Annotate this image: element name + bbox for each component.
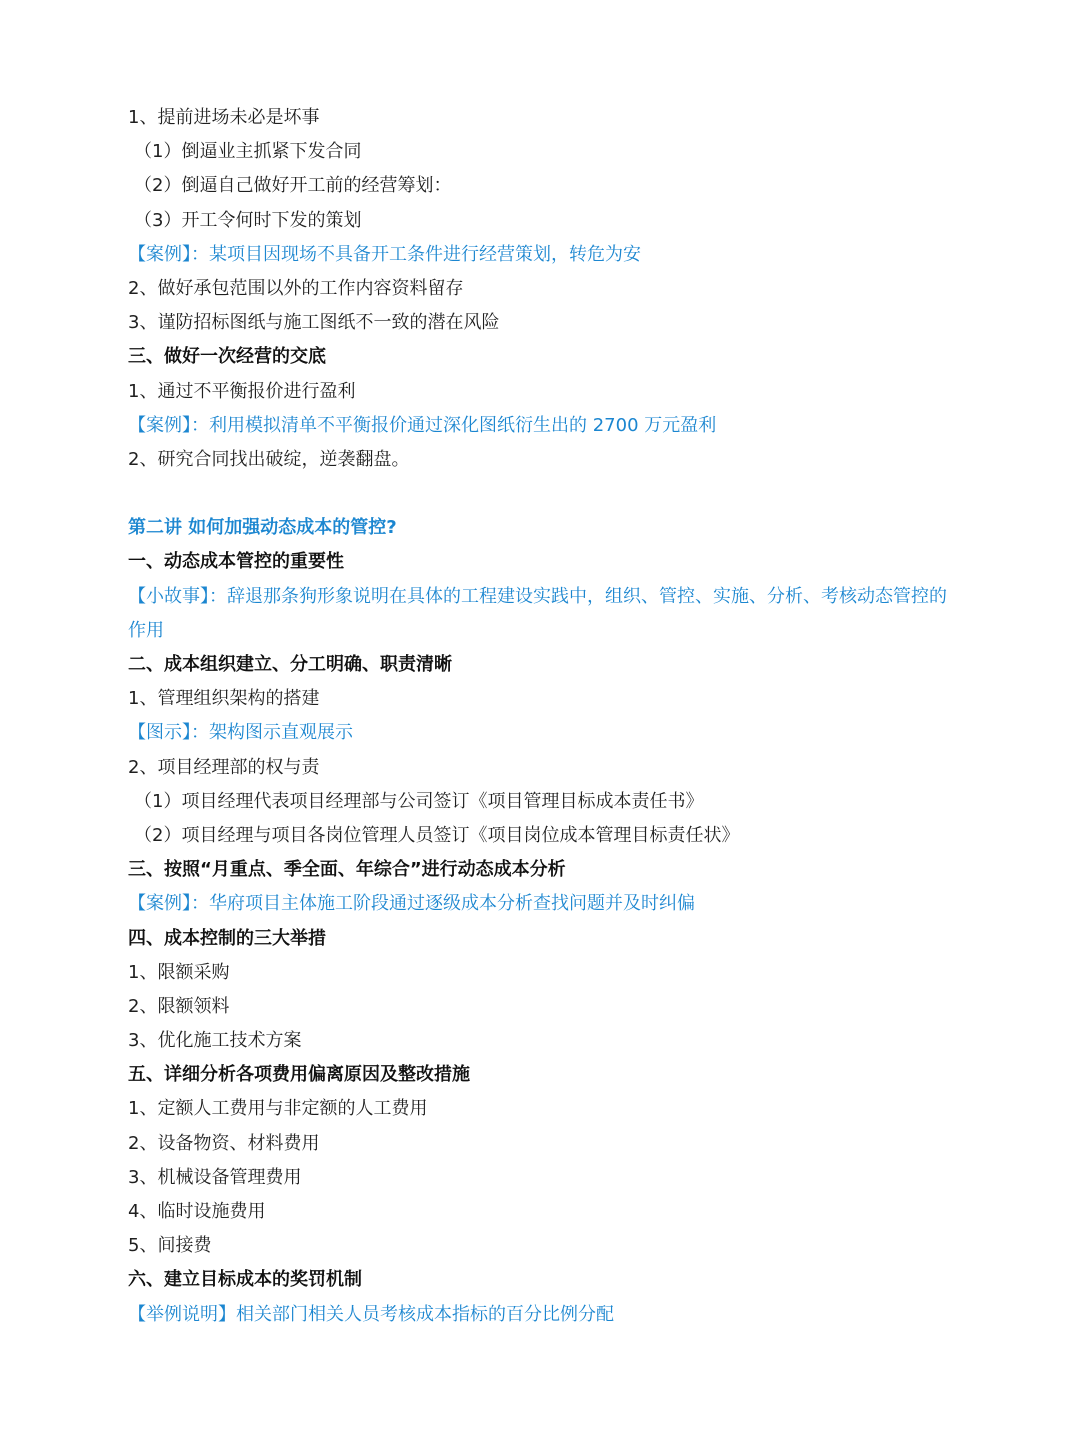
section-heading: 五、详细分析各项费用偏离原因及整改措施 — [128, 1064, 470, 1086]
list-item: 2、设备物资、材料费用 — [128, 1132, 320, 1154]
list-item: 2、项目经理部的权与责 — [128, 756, 320, 778]
section-heading: 二、成本组织建立、分工明确、职责清晰 — [128, 654, 452, 676]
section-heading: 一、动态成本管控的重要性 — [128, 551, 344, 573]
example-note: 【举例说明】相关部门相关人员考核成本指标的百分比例分配 — [128, 1303, 614, 1325]
story-note: 【小故事】：辞退那条狗形象说明在具体的工程建设实践中，组织、管控、实施、分析、考核动态管控的作用 — [128, 585, 947, 641]
case-note: 【案例】：某项目因现场不具备开工条件进行经营策划，转危为安 — [128, 243, 641, 265]
list-item: 5、间接费 — [128, 1235, 212, 1257]
case-note: 【案例】：华府项目主体施工阶段通过逐级成本分析查找问题并及时纠偏 — [128, 893, 695, 915]
list-item: 1、定额人工费用与非定额的人工费用 — [128, 1098, 428, 1120]
list-item: （3）开工令何时下发的策划 — [134, 209, 362, 231]
list-item: 1、限额采购 — [128, 961, 230, 983]
list-item: 4、临时设施费用 — [128, 1201, 266, 1223]
list-item: 2、研究合同找出破绽，逆袭翻盘。 — [128, 448, 410, 470]
list-item: 3、谨防招标图纸与施工图纸不一致的潜在风险 — [128, 312, 500, 334]
list-item: 3、机械设备管理费用 — [128, 1166, 302, 1188]
list-item: 2、限额领料 — [128, 995, 230, 1017]
list-item: 1、管理组织架构的搭建 — [128, 688, 320, 710]
list-item: （2）项目经理与项目各岗位管理人员签订《项目岗位成本管理目标责任状》 — [134, 824, 740, 846]
section-heading: 四、成本控制的三大举措 — [128, 927, 326, 949]
diagram-note: 【图示】：架构图示直观展示 — [128, 722, 353, 744]
list-item: 2、做好承包范围以外的工作内容资料留存 — [128, 277, 464, 299]
list-item: 1、通过不平衡报价进行盈利 — [128, 380, 356, 402]
blank-line — [128, 477, 958, 511]
list-item: 1、提前进场未必是坏事 — [128, 107, 320, 128]
document-body — [128, 101, 958, 1332]
case-note: 【案例】：利用模拟清单不平衡报价通过深化图纸衍生出的 2700 万元盈利 — [128, 414, 717, 436]
list-item: （2）倒逼自己做好开工前的经营筹划： — [134, 175, 452, 197]
lecture-title: 第二讲 如何加强动态成本的管控? — [128, 517, 397, 539]
section-heading: 三、做好一次经营的交底 — [128, 346, 326, 368]
list-item: （1）项目经理代表项目经理部与公司签订《项目管理目标成本责任书》 — [134, 790, 704, 812]
list-item: 3、优化施工技术方案 — [128, 1030, 302, 1052]
section-heading: 三、按照“月重点、季全面、年综合”进行动态成本分析 — [128, 859, 566, 881]
section-heading: 六、建立目标成本的奖罚机制 — [128, 1269, 362, 1291]
list-item: （1）倒逼业主抓紧下发合同 — [134, 141, 362, 163]
